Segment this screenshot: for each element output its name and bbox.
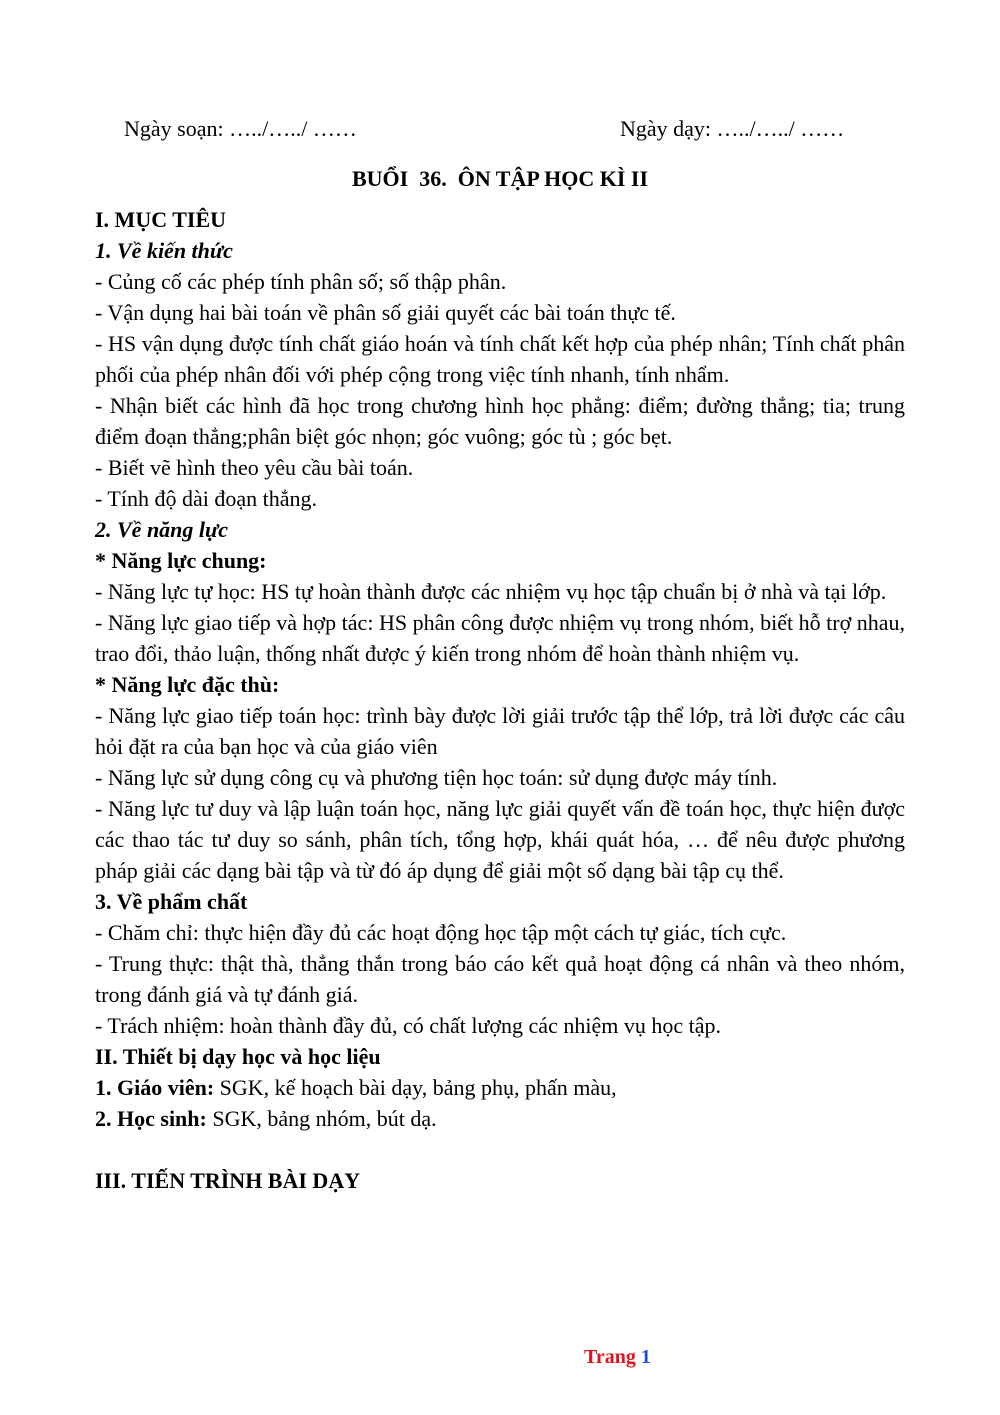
- specific-competence-item: - Năng lực giao tiếp toán học: trình bày được lời giải trước tập thể lớp, trả lời được các câu hỏi đặt ra của bạn học và của giáo viên: [95, 703, 905, 759]
- competence-heading: 2. Về năng lực: [95, 517, 228, 542]
- student-text: SGK, bảng nhóm, bút dạ.: [206, 1106, 437, 1131]
- specific-competence-item: - Năng lực sử dụng công cụ và phương tiện học toán: sử dụng được máy tính.: [95, 765, 778, 790]
- general-competence-item: - Năng lực giao tiếp và hợp tác: HS phân công được nhiệm vụ trong nhóm, biết hỗ trợ nhau, trao đổi, thảo luận, thống nhất được ý kiến trong nhóm để hoàn thành nhiệm vụ.: [95, 610, 905, 666]
- page-number: 1: [640, 1346, 651, 1368]
- teacher-label: 1. Giáo viên:: [95, 1075, 215, 1100]
- knowledge-item: - Biết vẽ hình theo yêu cầu bài toán.: [95, 455, 414, 480]
- objectives-heading: I. MỤC TIÊU: [95, 207, 227, 232]
- page-footer: [584, 1346, 651, 1369]
- general-competence-item: - Năng lực tự học: HS tự hoàn thành được các nhiệm vụ học tập chuẩn bị ở nhà và tại lớp.: [95, 579, 887, 604]
- specific-competence-heading: * Năng lực đặc thù:: [95, 672, 280, 697]
- specific-competence-item: - Năng lực tư duy và lập luận toán học, năng lực giải quyết vấn đề toán học, thực hiện được các thao tác tư duy so sánh, phân tích, tổng hợp, khái quát hóa, … để nêu được phương pháp giải các dạng bài tập và từ đó áp dụng để giải một số dạng bài tập cụ thể.: [95, 796, 905, 883]
- document-body: [95, 204, 905, 1196]
- knowledge-item: - Tính độ dài đoạn thẳng.: [95, 486, 317, 511]
- general-competence-heading: * Năng lực chung:: [95, 548, 267, 573]
- date-row: [0, 116, 1000, 146]
- equipment-heading: II. Thiết bị dạy học và học liệu: [95, 1044, 381, 1069]
- qualities-item: - Trách nhiệm: hoàn thành đầy đủ, có chất lượng các nhiệm vụ học tập.: [95, 1013, 721, 1038]
- knowledge-item: - Nhận biết các hình đã học trong chương hình học phẳng: điểm; đường thẳng; tia; trung điểm đoạn thẳng;phân biệt góc nhọn; góc vuông; góc tù ; góc bẹt.: [95, 393, 905, 449]
- page-label: Trang: [584, 1346, 636, 1368]
- knowledge-heading: 1. Về kiến thức: [95, 238, 233, 263]
- knowledge-item: - Củng cố các phép tính phân số; số thập phân.: [95, 269, 507, 294]
- date-taught: Ngày dạy: …../…../ ……: [620, 116, 845, 141]
- qualities-heading: 3. Về phẩm chất: [95, 889, 248, 914]
- process-heading: III. TIẾN TRÌNH BÀI DẠY: [95, 1168, 361, 1193]
- knowledge-item: - Vận dụng hai bài toán về phân số giải quyết các bài toán thực tế.: [95, 300, 676, 325]
- teacher-text: SGK, kế hoạch bài dạy, bảng phụ, phấn màu,: [214, 1075, 617, 1100]
- knowledge-item: - HS vận dụng được tính chất giáo hoán và tính chất kết hợp của phép nhân; Tính chất phân phối của phép nhân đối với phép cộng trong việc tính nhanh, tính nhẩm.: [95, 331, 905, 387]
- qualities-item: - Trung thực: thật thà, thẳng thắn trong báo cáo kết quả hoạt động cá nhân và theo nhóm, trong đánh giá và tự đánh giá.: [95, 951, 905, 1007]
- qualities-item: - Chăm chỉ: thực hiện đầy đủ các hoạt động học tập một cách tự giác, tích cực.: [95, 920, 787, 945]
- spacer: [95, 1134, 905, 1165]
- student-label: 2. Học sinh:: [95, 1106, 207, 1131]
- student-materials: [95, 1103, 905, 1134]
- date-prepared: Ngày soạn: …../…../ ……: [124, 116, 357, 141]
- lesson-title: BUỔI 36. ÔN TẬP HỌC KÌ II: [351, 166, 649, 191]
- teacher-materials: [95, 1072, 905, 1103]
